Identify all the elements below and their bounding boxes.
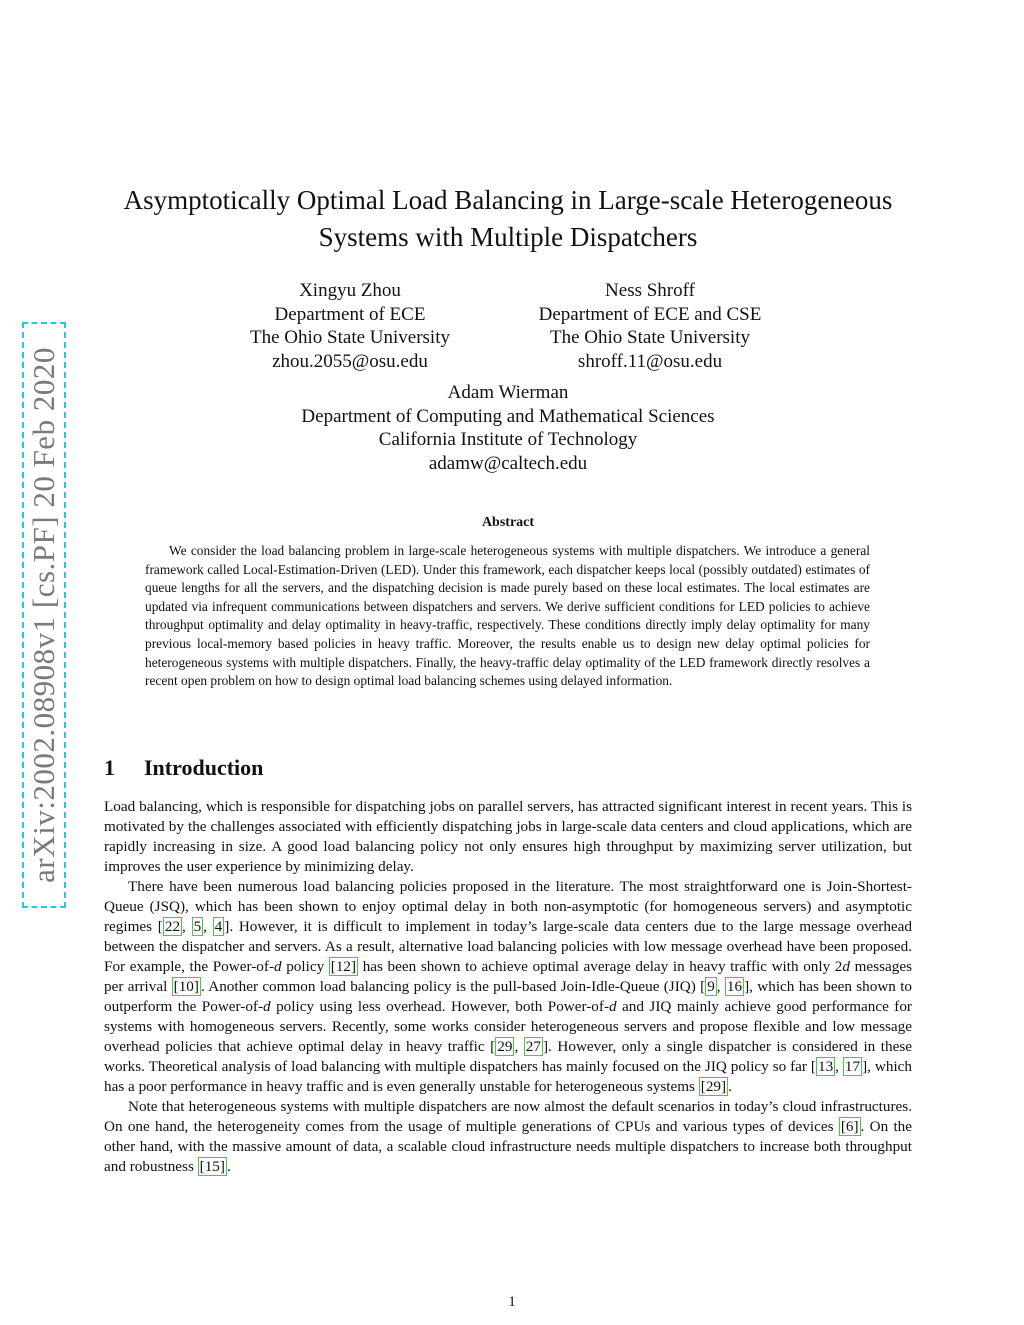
citation-link[interactable]: [15] bbox=[199, 1158, 225, 1175]
intro-paragraph-1: Load balancing, which is responsible for dispatching jobs on parallel servers, has attracted significant interest in recent years. This is motivated by the challenges associated with efficiently dispatching jobs in large-scale data centers and cloud applications, which are rapidly increasing in size. A good load balancing policy not only ensures high throughput by maximizing server utilization, but improves the user experience by minimizing delay. bbox=[104, 798, 912, 875]
author-email: shroff.11@osu.edu bbox=[577, 350, 723, 372]
text-run: policy bbox=[281, 958, 329, 975]
section-heading bbox=[104, 755, 263, 781]
author-name: Adam Wierman bbox=[447, 382, 569, 403]
math-symbol: d bbox=[842, 958, 850, 975]
text-run: , bbox=[203, 918, 213, 935]
text-run: . bbox=[226, 1158, 231, 1175]
author-email: zhou.2055@osu.edu bbox=[272, 350, 428, 372]
title-line-1: Asymptotically Optimal Load Balancing in Large-scale Heterogeneous bbox=[123, 185, 893, 215]
section-title: Introduction bbox=[144, 755, 264, 780]
text-run: . Another common load balancing policy is the pull-based Join-Idle-Queue (JIQ) [ bbox=[200, 978, 706, 995]
citation-link[interactable]: [12] bbox=[330, 958, 357, 975]
text-run: ], which has a poor performance in heavy traffic and is even generally unstable for heterogeneous systems bbox=[104, 1058, 912, 1095]
introduction-body bbox=[104, 797, 912, 1177]
author-department: Department of ECE and CSE bbox=[538, 303, 762, 325]
citation-link[interactable]: [6] bbox=[840, 1118, 859, 1135]
author-block-shroff bbox=[500, 279, 800, 373]
text-run: . bbox=[728, 1078, 732, 1095]
author-institution: The Ohio State University bbox=[250, 327, 450, 348]
citation-link[interactable]: 4 bbox=[214, 918, 223, 935]
author-department: Department of ECE bbox=[274, 303, 426, 325]
abstract-heading: Abstract bbox=[481, 515, 535, 530]
text-run: has been shown to achieve optimal average delay in heavy traffic with only 2 bbox=[358, 958, 843, 975]
author-name: Xingyu Zhou bbox=[299, 280, 401, 301]
text-run: , bbox=[716, 978, 725, 995]
text-run: ], which has been shown to outperform the Power-of- bbox=[104, 978, 913, 1015]
citation-link[interactable]: 16 bbox=[726, 978, 743, 995]
arxiv-stamp bbox=[22, 322, 66, 908]
text-run: . On the other hand, with the massive amount of data, a scalable cloud infrastructure needs multiple dispatchers to increase both throughput and robustness bbox=[104, 1118, 912, 1175]
author-block-wierman bbox=[208, 381, 808, 475]
text-run: Note that heterogeneous systems with multiple dispatchers are now almost the default scenarios in today’s cloud infrastructures. On one hand, the heterogeneity comes from the usage of multiple generations of CPUs and various types of devices bbox=[104, 1098, 912, 1135]
citation-link[interactable]: 22 bbox=[164, 918, 181, 935]
text-run: ]. However, only a single dispatcher is considered in these works. Theoretical analysis of load balancing with multiple dispatchers has mainly focused on the JIQ policy so far [ bbox=[104, 1038, 913, 1075]
title-line-2: Systems with Multiple Dispatchers bbox=[318, 222, 698, 252]
math-symbol: d bbox=[274, 958, 282, 975]
arxiv-stamp-text: arXiv:2002.08908v1 [cs.PF] 20 Feb 2020 bbox=[26, 347, 61, 883]
author-block-zhou bbox=[220, 279, 480, 373]
citation-link[interactable]: 13 bbox=[817, 1058, 834, 1075]
math-symbol: d bbox=[263, 998, 271, 1015]
text-run: policy using less overhead. However, both Power-of- bbox=[270, 998, 610, 1015]
section-number: 1 bbox=[104, 755, 115, 780]
citation-link[interactable]: [10] bbox=[173, 978, 199, 995]
citation-link[interactable]: 9 bbox=[707, 978, 715, 995]
author-department: Department of Computing and Mathematical Sciences bbox=[301, 405, 715, 427]
paper-title bbox=[100, 182, 916, 256]
abstract-text: We consider the load balancing problem in large-scale heterogeneous systems with multiple dispatchers. We introduce a general framework called Local-Estimation-Driven (LED). Under this framework, each dispatcher keeps local (possibly outdated) estimates of queue lengths for all the servers, and the dispatching decision is made purely based on these local estimates. The local estimates are updated via infrequent communications between dispatchers and servers. We derive sufficient conditions for LED policies to achieve throughput optimality and delay optimality in heavy-traffic, respectively. These conditions directly imply delay optimality for many previous local-memory based policies in heavy traffic. Moreover, the results enable us to design new delay optimal policies for heterogeneous systems with multiple dispatchers. Finally, the heavy-traffic delay optimality of the LED framework directly resolves a recent open problem on how to design optimal load balancing schemes using delayed information. bbox=[145, 543, 870, 689]
citation-link[interactable]: [29] bbox=[700, 1078, 727, 1095]
text-run: ]. However, it is difficult to implement in today’s large-scale data centers due to the large message overhead between the dispatcher and servers. As a result, alternative load balancing policies with low message overhead have been proposed. For example, the Power-of- bbox=[104, 918, 913, 975]
citation-link[interactable]: 27 bbox=[525, 1038, 541, 1055]
text-run: messages per arrival bbox=[104, 958, 912, 995]
author-institution: The Ohio State University bbox=[550, 327, 750, 348]
citation-link[interactable]: 29 bbox=[497, 1038, 513, 1055]
citation-link[interactable]: 17 bbox=[844, 1058, 861, 1075]
text-run: , bbox=[514, 1038, 524, 1055]
author-email: adamw@caltech.edu bbox=[428, 452, 588, 474]
citation-link[interactable]: 5 bbox=[193, 918, 202, 935]
intro-paragraph-3 bbox=[104, 1097, 912, 1177]
author-institution: California Institute of Technology bbox=[378, 429, 638, 450]
author-name: Ness Shroff bbox=[605, 280, 695, 301]
text-run: , bbox=[182, 918, 192, 935]
page-number: 1 bbox=[508, 1294, 516, 1310]
text-run: , bbox=[835, 1058, 843, 1075]
text-run: There have been numerous load balancing policies proposed in the literature. The most straightforward one is Join-Shortest-Queue (JSQ), which has been shown to enjoy optimal delay in both non-asymptotic (for homogeneous servers) and asymptotic regimes [ bbox=[104, 878, 912, 935]
math-symbol: d bbox=[609, 998, 617, 1015]
intro-paragraph-2 bbox=[104, 877, 912, 1097]
text-run: and JIQ mainly achieve good performance for systems with homogeneous servers. Recently, some works consider heterogeneous servers and propose flexible and low message overhead policies that achieve optimal delay in heavy traffic [ bbox=[104, 998, 912, 1055]
